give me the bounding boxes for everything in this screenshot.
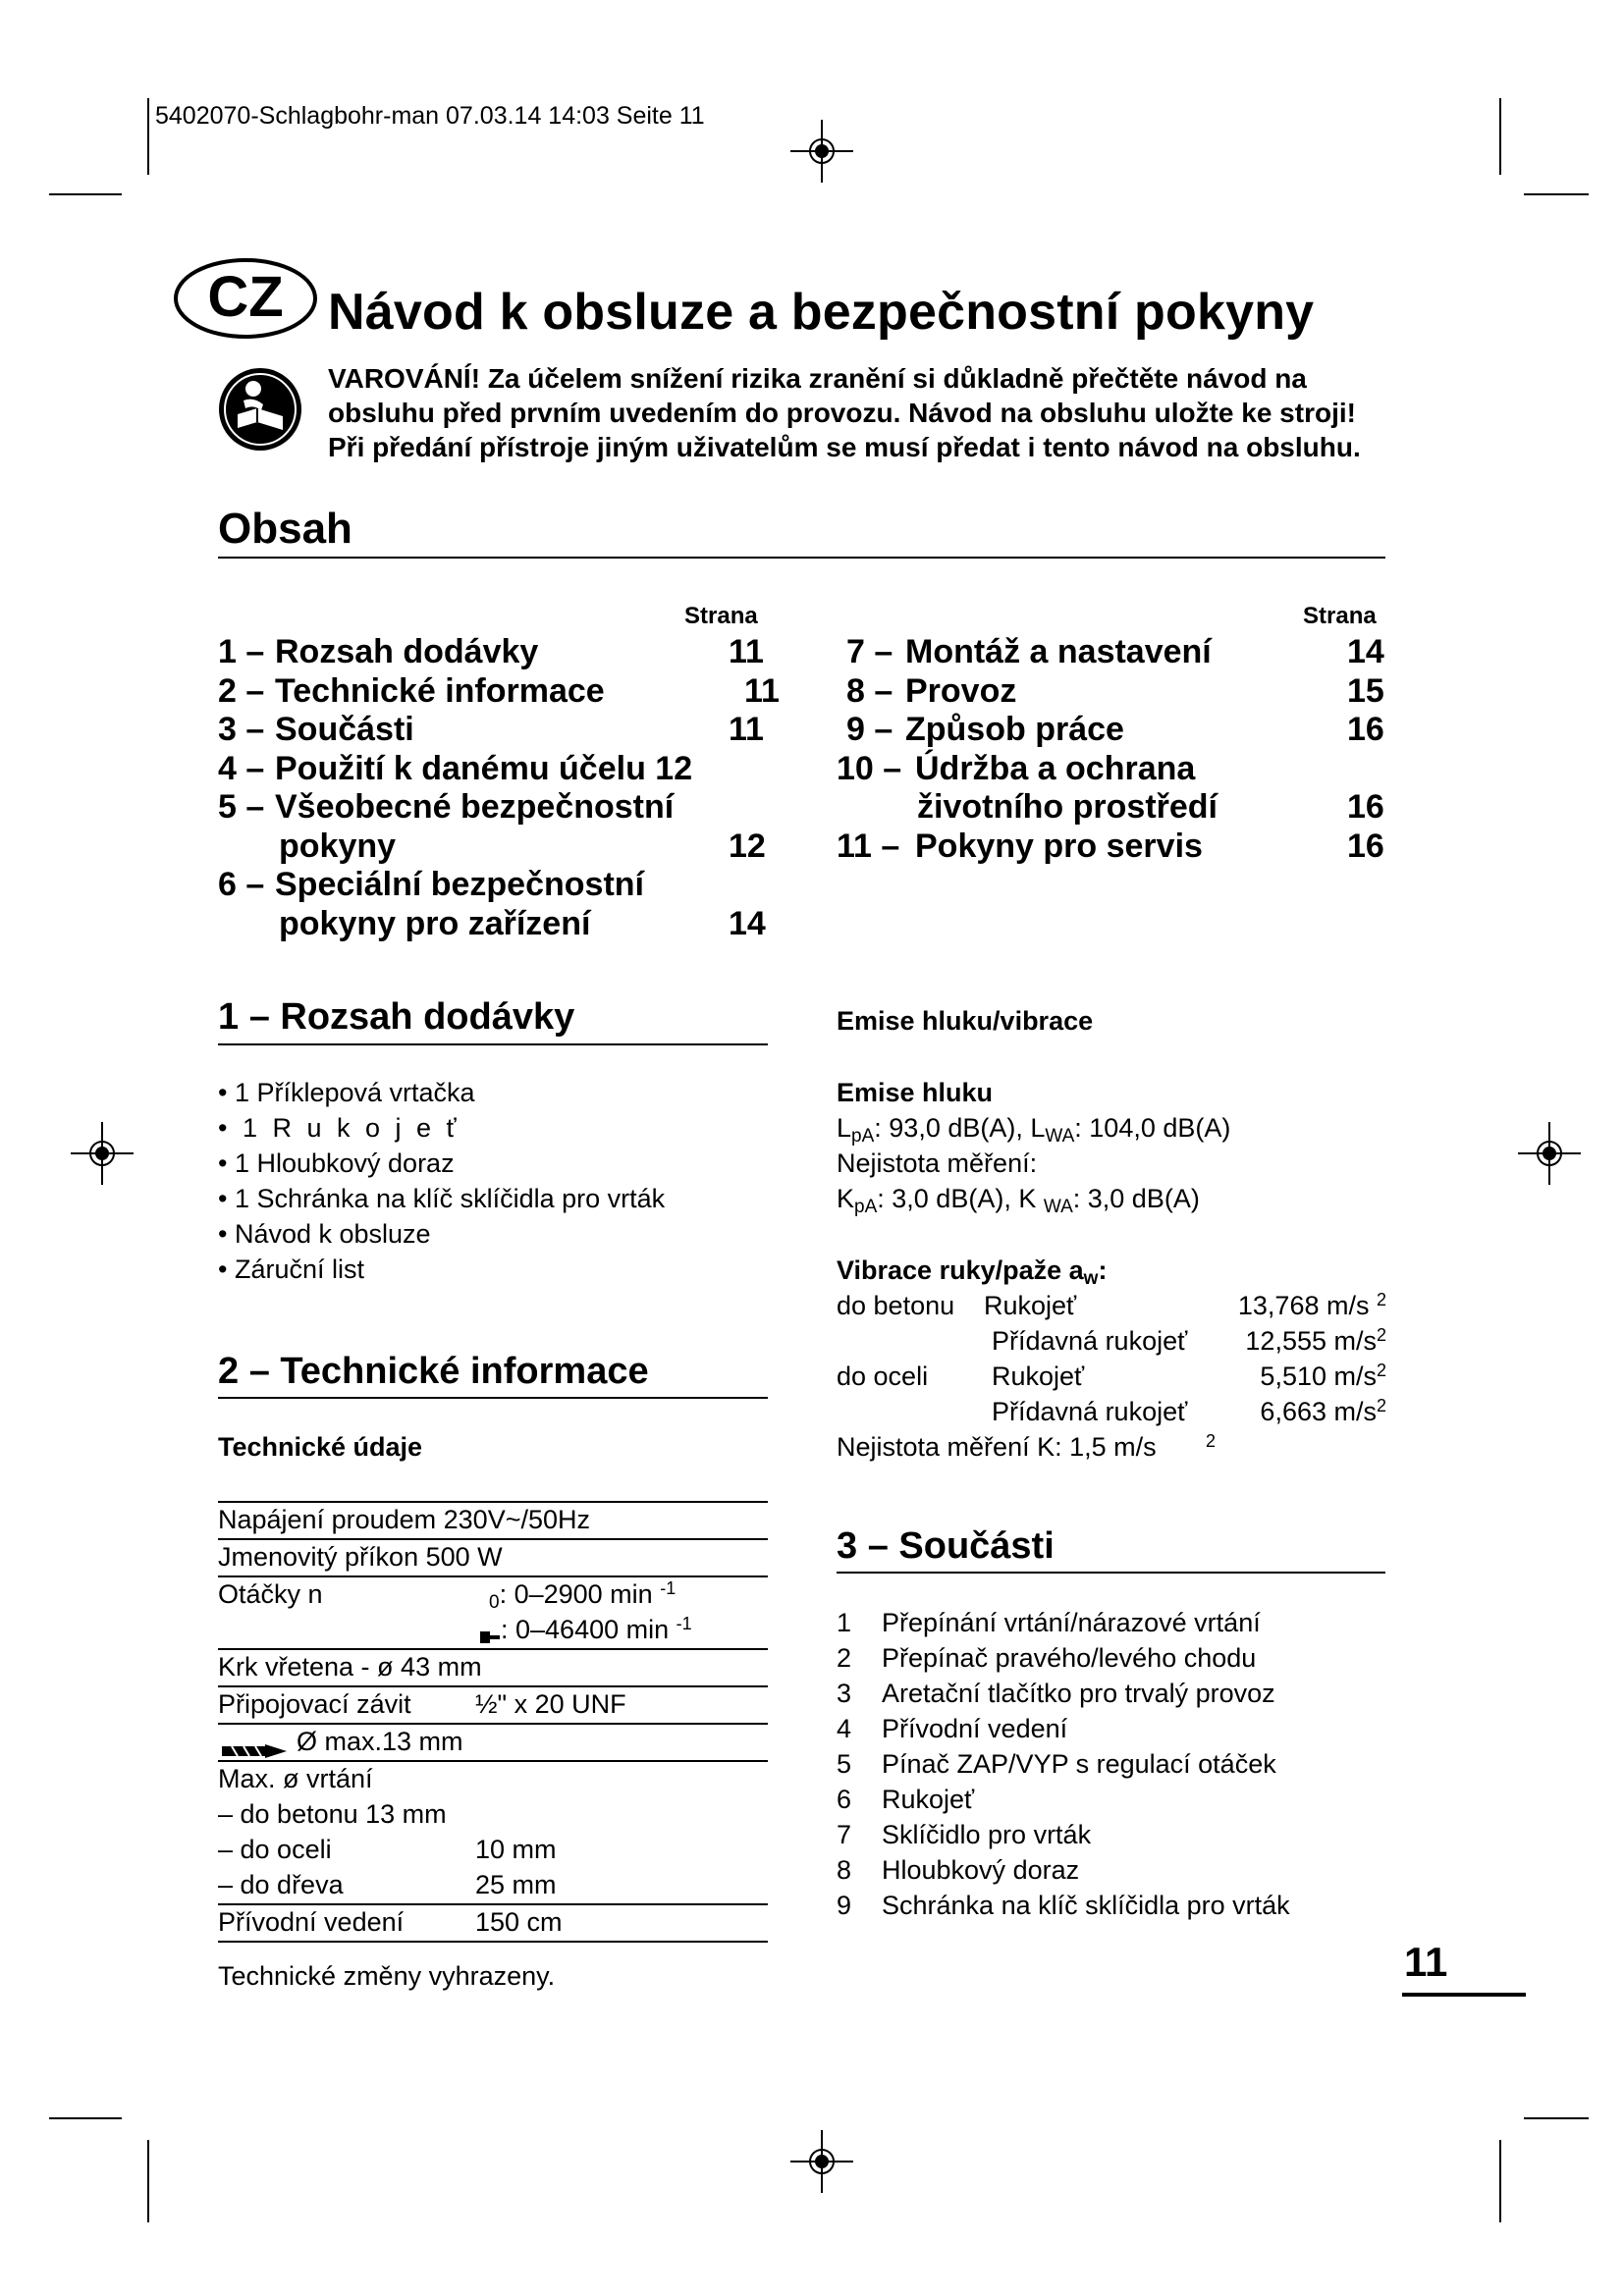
technical-note: Technické změny vyhrazeny. (218, 1961, 556, 1991)
vibration-row (837, 1359, 1386, 1394)
toc-entry (218, 866, 787, 905)
table-cell: 150 cm (475, 1907, 563, 1937)
toc-page: 16 (1347, 827, 1384, 865)
page-number: 11 (1404, 1939, 1448, 1985)
warning-line: Při předání přístroje jiným uživatelům se musí předat i tento návod na obsluhu. (328, 432, 1361, 462)
section-rule (218, 1397, 768, 1399)
toc-title: Součásti (275, 711, 414, 748)
part-name: Přepínač pravého/levého chodu (882, 1643, 1257, 1673)
print-slug: 5402070-Schlagbohr-man 07.03.14 14:03 Seite 11 (155, 102, 705, 130)
toc-title: Rozsah dodávky (275, 633, 539, 670)
uncertainty: Nejistota měření K: 1,5 m/s (837, 1432, 1157, 1462)
vibration-table (837, 1288, 1386, 1465)
toc-page-label: Strana (1303, 603, 1377, 629)
crop-mark (49, 193, 122, 195)
vibration-row (837, 1429, 1386, 1465)
handle: Přídavná rukojeť (992, 1326, 1188, 1356)
list-item (837, 1852, 1386, 1888)
table-cell: Max. ø vrtání (218, 1764, 373, 1793)
toc-number: 9 – (846, 711, 893, 748)
section-heading: 1 – Rozsah dodávky (218, 996, 575, 1038)
superscript: -1 (660, 1578, 677, 1598)
registration-mark-icon (1518, 1122, 1581, 1185)
section-rule (837, 1572, 1385, 1574)
toc-title: Provoz (905, 671, 1017, 710)
toc-page: 16 (1347, 788, 1384, 826)
part-number: 5 (837, 1749, 852, 1779)
list-item (837, 1817, 1386, 1852)
list-item (837, 1888, 1386, 1923)
list-item: • Záruční list (218, 1255, 364, 1284)
table-row (218, 1762, 768, 1797)
table-cell: Otáčky n (218, 1579, 323, 1609)
list-item (837, 1782, 1386, 1817)
vibration-row (837, 1394, 1386, 1429)
parts-list (837, 1605, 1386, 1923)
toc-page: 15 (1347, 671, 1384, 710)
part-number: 7 (837, 1820, 852, 1849)
section-heading: 3 – Součásti (837, 1525, 1055, 1567)
toc-title: životního prostředí (917, 788, 1218, 826)
toc-page: 14 (729, 904, 766, 942)
value: 6,663 m/s (1260, 1397, 1377, 1426)
part-name: Rukojeť (882, 1785, 975, 1814)
delivery-list (218, 1075, 665, 1287)
table-row (218, 1905, 768, 1943)
toc-number: 2 – (218, 671, 265, 710)
toc-title: Všeobecné bezpečnostní (275, 788, 675, 826)
toc-entry (837, 633, 1396, 672)
warning-line: VAROVÁNÍ! Za účelem snížení rizika zranění si důkladně přečtěte návod na (328, 363, 1307, 394)
list-item: • 1 Příklepová vrtačka (218, 1078, 475, 1107)
table-row (218, 1833, 768, 1868)
text: : (1098, 1255, 1108, 1285)
table-cell: Připojovací závit (218, 1689, 411, 1719)
toc-title: Použití k danému účelu 12 (275, 749, 693, 787)
toc-entry (218, 711, 787, 750)
toc-title: Speciální bezpečnostní (275, 866, 644, 903)
toc-number: 6 – (218, 866, 265, 903)
table-row (218, 1613, 768, 1650)
drill-bit-icon (222, 1744, 287, 1758)
material: do oceli (837, 1362, 929, 1391)
noise-heading: Emise hluku (837, 1078, 994, 1107)
crop-mark (49, 2117, 122, 2119)
table-cell: Ø max.13 mm (297, 1727, 463, 1756)
value: : 3,0 dB(A), K (877, 1184, 1037, 1213)
handle: Rukojeť (992, 1362, 1085, 1391)
section-rule (218, 1043, 768, 1045)
toc-heading-rule (218, 557, 1385, 559)
subscript: WA (1045, 1126, 1075, 1147)
crop-mark (147, 2140, 149, 2222)
superscript: -1 (676, 1614, 692, 1633)
toc-number: 4 – (218, 749, 265, 787)
toc-entry (218, 672, 787, 712)
part-number: 2 (837, 1643, 852, 1673)
hammer-drill-icon (479, 1629, 501, 1644)
safety-warning (328, 361, 1408, 464)
crop-mark (1499, 2140, 1501, 2222)
table-cell: ½" x 20 UNF (475, 1689, 626, 1719)
toc-entry (218, 633, 787, 672)
value: : 93,0 dB(A), L (874, 1113, 1046, 1143)
toc-title: Montáž a nastavení (905, 633, 1212, 670)
table-row (218, 1687, 768, 1725)
toc-title: Způsob práce (905, 711, 1124, 748)
toc-number: 5 – (218, 788, 265, 826)
table-cell: Přívodní vedení (218, 1907, 405, 1937)
part-name: Sklíčidlo pro vrták (882, 1820, 1092, 1849)
toc-number: 1 – (218, 633, 265, 670)
list-item (837, 1676, 1386, 1711)
toc-entry (837, 750, 1396, 789)
crop-mark (1524, 2117, 1589, 2119)
page-title: Návod k obsluze a bezpečnostní pokyny (328, 284, 1315, 341)
country-code: CZ (207, 265, 284, 329)
vibration-heading (837, 1253, 1107, 1288)
part-name: Přepínání vrtání/nárazové vrtání (882, 1608, 1261, 1637)
part-name: Pínač ZAP/VYP s regulací otáček (882, 1749, 1276, 1779)
toc-entry (837, 828, 1396, 867)
vibration-row (837, 1323, 1386, 1359)
toc-title: Údržba a ochrana (915, 749, 1196, 787)
vibration-row (837, 1288, 1386, 1323)
cz-country-badge (173, 257, 318, 340)
crop-mark (147, 98, 149, 175)
list-item (837, 1711, 1386, 1746)
uncertainty-label: Nejistota měření: (837, 1148, 1038, 1178)
symbol: K (837, 1184, 855, 1213)
toc-heading: Obsah (218, 505, 352, 553)
table-row (218, 1577, 768, 1613)
noise-values (837, 1110, 1230, 1146)
part-number: 4 (837, 1714, 852, 1743)
list-item: • Návod k obsluze (218, 1219, 431, 1249)
table-row (218, 1797, 768, 1833)
list-item (837, 1605, 1386, 1640)
toc-number: 8 – (846, 671, 893, 710)
table-cell: Napájení proudem 230V~/50Hz (218, 1505, 591, 1534)
table-row (218, 1725, 768, 1762)
part-name: Hloubkový doraz (882, 1855, 1080, 1885)
toc-page: 11 (744, 671, 780, 710)
toc-entry (218, 828, 787, 867)
handle: Přídavná rukojeť (992, 1397, 1188, 1426)
toc-title: Technické informace (275, 671, 605, 710)
toc-number: 3 – (218, 711, 265, 748)
table-cell: 10 mm (475, 1835, 557, 1864)
toc-entry (837, 788, 1396, 828)
toc-page: 16 (1347, 711, 1384, 748)
symbol: L (837, 1113, 852, 1143)
part-number: 9 (837, 1891, 852, 1920)
toc-entry (218, 788, 787, 828)
superscript: 2 (1376, 1396, 1386, 1415)
subscript: pA (851, 1126, 875, 1147)
table-cell: : 0–46400 min (501, 1615, 670, 1644)
toc-entry (837, 711, 1396, 750)
table-row (218, 1868, 768, 1905)
subscript: w (1083, 1268, 1099, 1289)
table-row (218, 1650, 768, 1687)
registration-mark-icon (790, 2130, 853, 2193)
toc-entry (218, 750, 787, 789)
table-cell: Krk vřetena - ø 43 mm (218, 1652, 482, 1682)
warning-line: obsluhu před prvním uvedením do provozu. Návod na obsluhu uložte ke stroji! (328, 398, 1356, 428)
part-name: Přívodní vedení (882, 1714, 1068, 1743)
table-cell: Jmenovitý příkon 500 W (218, 1542, 503, 1572)
toc-title: Pokyny pro servis (915, 827, 1203, 865)
value: : 104,0 dB(A) (1074, 1113, 1231, 1143)
value: : 3,0 dB(A) (1072, 1184, 1200, 1213)
part-number: 3 (837, 1679, 852, 1708)
toc-right (837, 633, 1396, 866)
crop-mark (1499, 98, 1501, 175)
part-number: 8 (837, 1855, 852, 1885)
material: do betonu (837, 1291, 955, 1320)
toc-page: 12 (729, 827, 766, 865)
superscript: 2 (1376, 1325, 1386, 1345)
list-item: • 1 R u k o j e ť (218, 1113, 457, 1143)
toc-number: 11 – (837, 827, 900, 865)
section-heading: 2 – Technické informace (218, 1351, 649, 1392)
crop-mark (1524, 193, 1589, 195)
toc-page: 14 (1347, 633, 1384, 670)
toc-page-label: Strana (684, 603, 758, 629)
toc-number: 10 – (837, 749, 902, 787)
part-number: 6 (837, 1785, 852, 1814)
handle: Rukojeť (984, 1291, 1077, 1320)
subheading: Technické údaje (218, 1432, 423, 1462)
subscript: WA (1043, 1197, 1073, 1217)
table-cell: – do betonu 13 mm (218, 1799, 447, 1829)
toc-left (218, 633, 787, 943)
value: 13,768 m/s (1237, 1291, 1370, 1320)
list-item (837, 1746, 1386, 1782)
table-cell: 25 mm (475, 1870, 557, 1899)
table-cell: : 0–2900 min (499, 1579, 653, 1609)
table-row (218, 1540, 768, 1577)
toc-number: 7 – (846, 633, 893, 670)
table-row (218, 1503, 768, 1540)
toc-page: 11 (729, 633, 764, 670)
value: 12,555 m/s (1245, 1326, 1377, 1356)
registration-mark-icon (71, 1122, 134, 1185)
emissions-heading: Emise hluku/vibrace (837, 1006, 1094, 1036)
technical-data-table (218, 1501, 768, 1943)
superscript: 2 (1206, 1431, 1217, 1451)
part-name: Aretační tlačítko pro trvalý provoz (882, 1679, 1275, 1708)
list-item: • 1 Schránka na klíč sklíčidla pro vrták (218, 1184, 666, 1213)
uncertainty-values (837, 1181, 1200, 1216)
toc-entry (837, 672, 1396, 712)
value: 5,510 m/s (1260, 1362, 1377, 1391)
registration-mark-icon (790, 120, 853, 183)
list-item: • 1 Hloubkový doraz (218, 1148, 455, 1178)
text: Vibrace ruky/paže a (837, 1255, 1084, 1285)
read-manual-icon (218, 367, 302, 452)
superscript: 2 (1376, 1290, 1386, 1309)
toc-entry (218, 905, 787, 944)
part-name: Schránka na klíč sklíčidla pro vrták (882, 1891, 1290, 1920)
subscript: pA (854, 1197, 878, 1217)
subscript: 0 (489, 1592, 500, 1613)
toc-page: 11 (729, 711, 764, 748)
table-cell: – do dřeva (218, 1870, 344, 1899)
table-cell: – do oceli (218, 1835, 332, 1864)
toc-title: pokyny pro zařízení (279, 904, 591, 942)
toc-title: pokyny (279, 827, 397, 865)
part-number: 1 (837, 1608, 852, 1637)
superscript: 2 (1376, 1361, 1386, 1380)
list-item (837, 1640, 1386, 1676)
page-number-rule (1402, 1993, 1526, 1997)
